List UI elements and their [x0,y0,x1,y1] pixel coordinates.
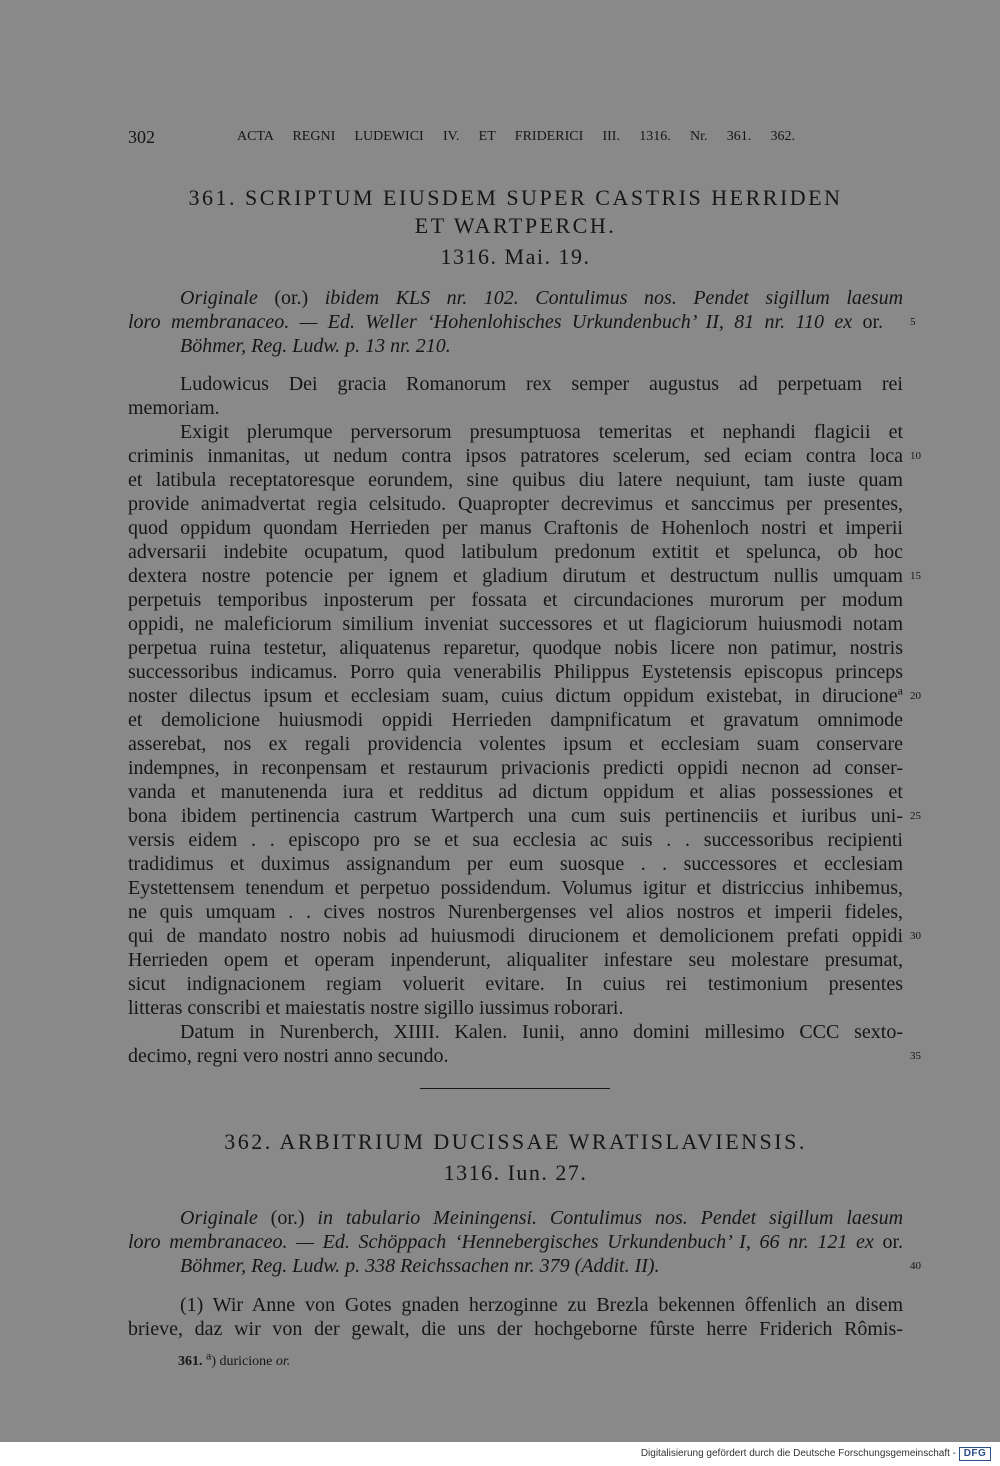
source-line [128,1254,903,1278]
text-line [128,444,903,468]
line-text: versis eidem . . episcopo pro se et sua ecclesia ac suis . . successoribus recipienti [128,829,903,851]
margin-line-number: 40 [910,1260,921,1272]
text-line [128,396,903,420]
text-line [128,732,903,756]
margin-line-number: 15 [910,570,921,582]
source-line [128,310,903,334]
source-siglum: or. [882,1231,903,1253]
doc361-source-note [128,286,903,358]
doc362-date: 1316. Iun. 27. [443,1160,588,1185]
text-line [128,372,903,396]
source-siglum: or. [862,311,884,333]
footnote-ref: 361. [178,1354,203,1369]
line-text: noster dilectus ipsum et ecclesiam suam, cuius dictum oppidum existebat, in dirucione [128,685,898,707]
line-text: oppidi, ne maleficiorum similium inveniat successores et ut flagiciorum huiusmodi notam [128,613,903,635]
line-text: qui de mandato nostro nobis ad huiusmodi dirucionem et demolicionem prefati oppidi [128,925,903,947]
line-text: adversarii indebite ocupatum, quod latibulum predonum extitit et spelunca, ob hoc [128,541,903,563]
footnote [178,1348,291,1372]
dfg-logo: DFG [959,1447,991,1461]
line-text: criminis inmanitas, ut nedum contra ipsos patratores scelerum, sed eciam contra loca [128,445,903,467]
source-text: in tabulario Meiningensi. Contulimus nos. Pendet sigillum laesum [317,1207,904,1229]
line-text: Herrieden opem et operam inpenderunt, aliqualiter infestare seu molestare presumat, [128,949,903,971]
text-line [128,828,903,852]
text-line [128,612,903,636]
text-line [128,948,903,972]
source-line [128,286,903,310]
text-line [128,780,903,804]
section-separator [420,1088,610,1089]
text-line [128,972,903,996]
source-siglum: (or.) [274,287,309,309]
source-text: ibidem KLS nr. 102. Contulimus nos. Pendet sigillum laesum [324,287,904,309]
line-text: Eystettensem tenendum et perpetuo possidendum. Volumus igitur et districcius inhibemus, [128,877,903,899]
line-text: (1) Wir Anne von Gotes gnaden herzoginne zu Brezla bekennen ôffenlich an disem [180,1294,903,1316]
footnote-marker: a [897,683,903,698]
text-line [128,708,903,732]
source-originale: Originale [180,1207,258,1229]
margin-line-number: 10 [910,450,921,462]
footnote-marker-close: ) [211,1354,216,1369]
line-text: dextera nostre potencie per ignem et gladium dirutum et destructum nullis umquam [128,565,903,587]
running-title: ACTA REGNI LUDEWICI IV. ET FRIDERICI III. 1316. Nr. 361. 362. [237,129,795,144]
text-line [128,420,903,444]
margin-line-number: 20 [910,690,921,702]
line-text: Ludowicus Dei gracia Romanorum rex semper augustus ad perpetuam rei [180,373,903,395]
doc361-heading [128,184,903,240]
source-line [128,1230,903,1254]
text-line [128,996,903,1020]
text-line [128,492,903,516]
footnote-text: duricione [219,1354,273,1369]
text-line [128,1317,903,1341]
text-line [128,852,903,876]
text-line [128,756,903,780]
text-line [128,804,903,828]
text-line [128,900,903,924]
page-number: 302 [128,127,155,147]
footnote-siglum: or. [275,1354,291,1369]
line-text: asserebat, nos ex regali providencia volentes ipsum et ecclesiam suam conservare [128,733,903,755]
source-originale: Originale [180,287,258,309]
source-siglum: (or.) [270,1207,305,1229]
line-text: brieve, daz wir von der gewalt, die uns der hochgeborne fûrste herre Friderich Rômis- [128,1318,903,1340]
source-line [128,1206,903,1230]
doc361-body [128,372,903,1068]
margin-line-number: 35 [910,1050,921,1062]
line-text: sicut indignacionem regiam voluerit evitare. In cuius rei testimonium presentes [128,973,903,995]
line-text: quod oppidum quondam Herrieden per manus Craftonis de Hohenloch nostri et imperii [128,517,903,539]
footer-credit: Digitalisierung gefördert durch die Deutsche Forschungsgemeinschaft - [640,1448,956,1459]
line-text: perpetuis temporibus inposterum per fossata et circundaciones murorum per modum [128,589,903,611]
source-line [128,334,903,358]
source-text: Böhmer, Reg. Ludw. p. 338 Reichssachen nr. 379 (Addit. II). [180,1255,660,1277]
text-line [128,1044,903,1068]
text-line [128,540,903,564]
text-line [128,684,903,708]
line-text: Datum in Nurenberch, XIIII. Kalen. Iunii, anno domini millesimo CCC sexto- [180,1021,903,1043]
line-text: provide animadvertat regia celsitudo. Quapropter decrevimus et sanccimus per presentes, [128,493,903,515]
line-text: litteras conscribi et maiestatis nostre sigillo iussimus roborari. [128,997,624,1019]
source-text: Böhmer, Reg. Ludw. p. 13 nr. 210. [180,335,451,357]
text-line [128,1020,903,1044]
line-text: et demolicione huiusmodi oppidi Herrieden dampnificatum et gravatum omnimode [128,709,903,731]
doc361-title-line2: ET WARTPERCH. [414,213,617,238]
line-text: successoribus indicamus. Porro quia venerabilis Philippus Eystetensis episcopus princeps [128,661,903,683]
margin-line-number: 30 [910,930,921,942]
text-line [128,564,903,588]
line-text: et latibula receptatoresque eorundem, sine quibus diu latere nequiunt, tam iuste quam [128,469,903,491]
text-line [128,468,903,492]
line-text: vanda et manutenenda iura et redditus ad dictum oppidum et alias possessiones et [128,781,903,803]
text-line [128,516,903,540]
source-text: loro membranaceo. — Ed. Weller ‘Hohenlohisches Urkundenbuch’ II, 81 nr. 110 ex [128,311,853,333]
line-text: perpetua ruina testetur, aliquatenus reparetur, quodque nobis licere non patimur, nostris [128,637,903,659]
line-text: Exigit plerumque perversorum presumptuosa temeritas et nephandi flagicii et [180,421,903,443]
margin-line-number: 5 [910,316,916,328]
text-line [128,876,903,900]
text-line [128,588,903,612]
doc362-title: 362. ARBITRIUM DUCISSAE WRATISLAVIENSIS. [224,1129,807,1154]
text-line [128,660,903,684]
line-text: memoriam. [128,397,220,419]
doc361-title-line1: 361. SCRIPTUM EIUSDEM SUPER CASTRIS HERRIDEN [188,185,843,210]
line-text: ne quis umquam . . cives nostros Nurenbergenses vel alios nostros et imperii fideles, [128,901,903,923]
doc362-body [128,1293,903,1341]
line-text: tradidimus et duximus assignandum per eum suosque . . successores et ecclesiam [128,853,903,875]
text-line [128,1293,903,1317]
footer-bar [0,1442,1000,1466]
margin-line-number: 25 [910,810,921,822]
text-line [128,636,903,660]
line-text: bona ibidem pertinencia castrum Wartperch una cum suis pertinenciis et iuribus uni- [128,805,903,827]
source-text: loro membranaceo. — Ed. Schöppach ‘Hennebergisches Urkundenbuch’ I, 66 nr. 121 ex [128,1231,874,1253]
doc362-source-note [128,1206,903,1278]
line-text: decimo, regni vero nostri anno secundo. [128,1045,449,1067]
doc361-date: 1316. Mai. 19. [440,244,591,269]
text-line [128,924,903,948]
footnote-marker: a [206,1348,212,1363]
line-text: indempnes, in reconpensam et restaurum privacionis predicti oppidi necnon ad conser- [128,757,903,779]
